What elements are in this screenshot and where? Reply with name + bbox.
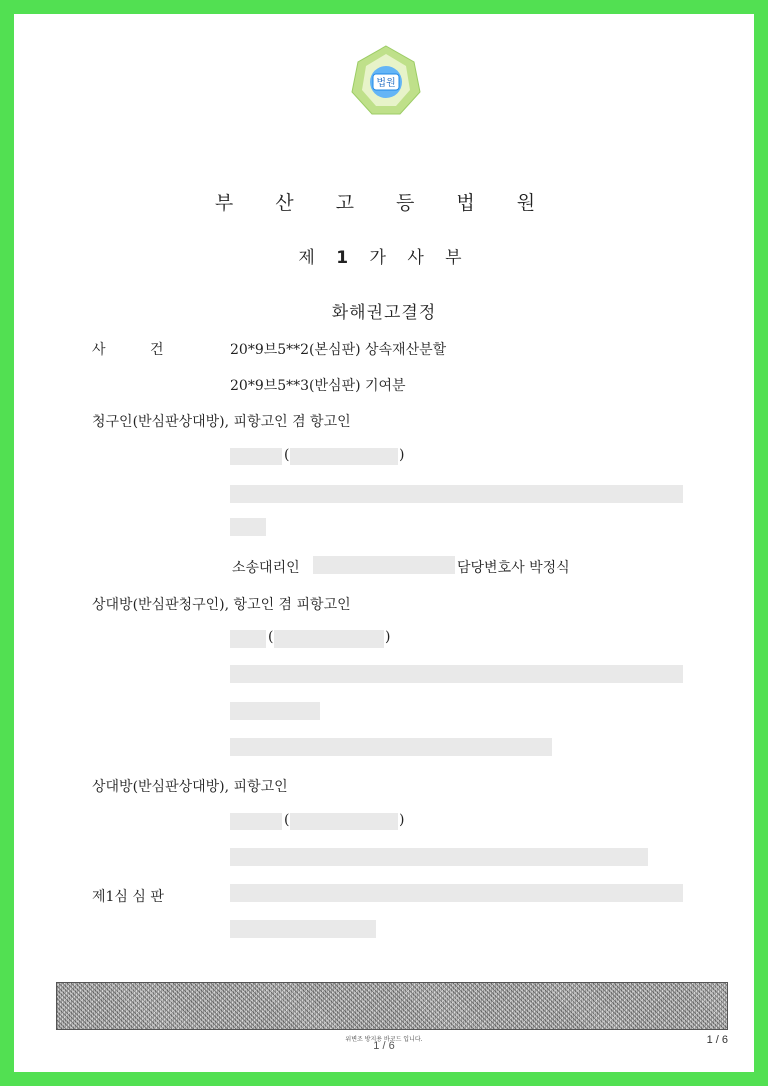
claimant-paren-open: ( [284,447,290,463]
redacted-respondent1-address [230,665,683,683]
respondent2-paren-close: ) [399,812,405,828]
document-page [14,14,754,1072]
redacted-respondent2-id [290,813,398,830]
main-case: 20*9브5**2(본심판) 상속재산분할 [230,342,447,358]
redacted-respondent1-agent [230,738,552,756]
anti-forgery-barcode [56,982,728,1030]
respondent1-paren-open: ( [268,629,274,645]
division-suffix: 가 사 부 [369,248,470,268]
division-prefix: 제 [298,248,323,268]
page-number-center: 1 / 6 [373,1040,395,1052]
redacted-claimant-address [230,485,683,503]
redacted-respondent1-address-2 [230,702,320,720]
division-number: 1 [336,248,357,268]
barcode-note: 위변조 방지용 바코드 입니다. [345,1036,423,1043]
case-label: 사 건 [92,342,164,358]
redacted-respondent2-address [230,848,648,866]
redacted-first-instance-2 [230,920,376,938]
redacted-first-instance [230,884,683,902]
redacted-claimant-id [290,448,398,465]
redacted-claimant-address-2 [230,518,266,536]
court-seal-icon [348,42,424,118]
page-number-right: 1 / 6 [706,1034,728,1046]
counter-case: 20*9브5**3(반심판) 기여분 [230,378,406,394]
redacted-law-firm [313,556,455,574]
redacted-claimant-name [230,448,282,465]
respondent2-paren-open: ( [284,812,290,828]
document-title: 화해권고결정 [331,303,437,323]
division-name [14,243,754,268]
claimant-paren-close: ) [399,447,405,463]
claimant-agent-label: 소송대리인 [232,560,300,576]
first-instance-label: 제1심 심 판 [92,889,164,905]
respondent1-role: 상대방(반심판청구인), 항고인 겸 피항고인 [92,597,351,613]
redacted-respondent2-name [230,813,282,830]
seal-text: 법원 [376,78,396,89]
court-name: 부 산 고 등 법 원 [214,192,554,214]
claimant-agent-attorney: 담당변호사 박정식 [457,560,570,576]
claimant-role: 청구인(반심판상대방), 피항고인 겸 항고인 [92,414,351,430]
respondent1-paren-close: ) [385,629,391,645]
respondent2-role: 상대방(반심판상대방), 피항고인 [92,779,288,795]
redacted-respondent1-id [274,630,384,648]
redacted-respondent1-name [230,630,266,648]
